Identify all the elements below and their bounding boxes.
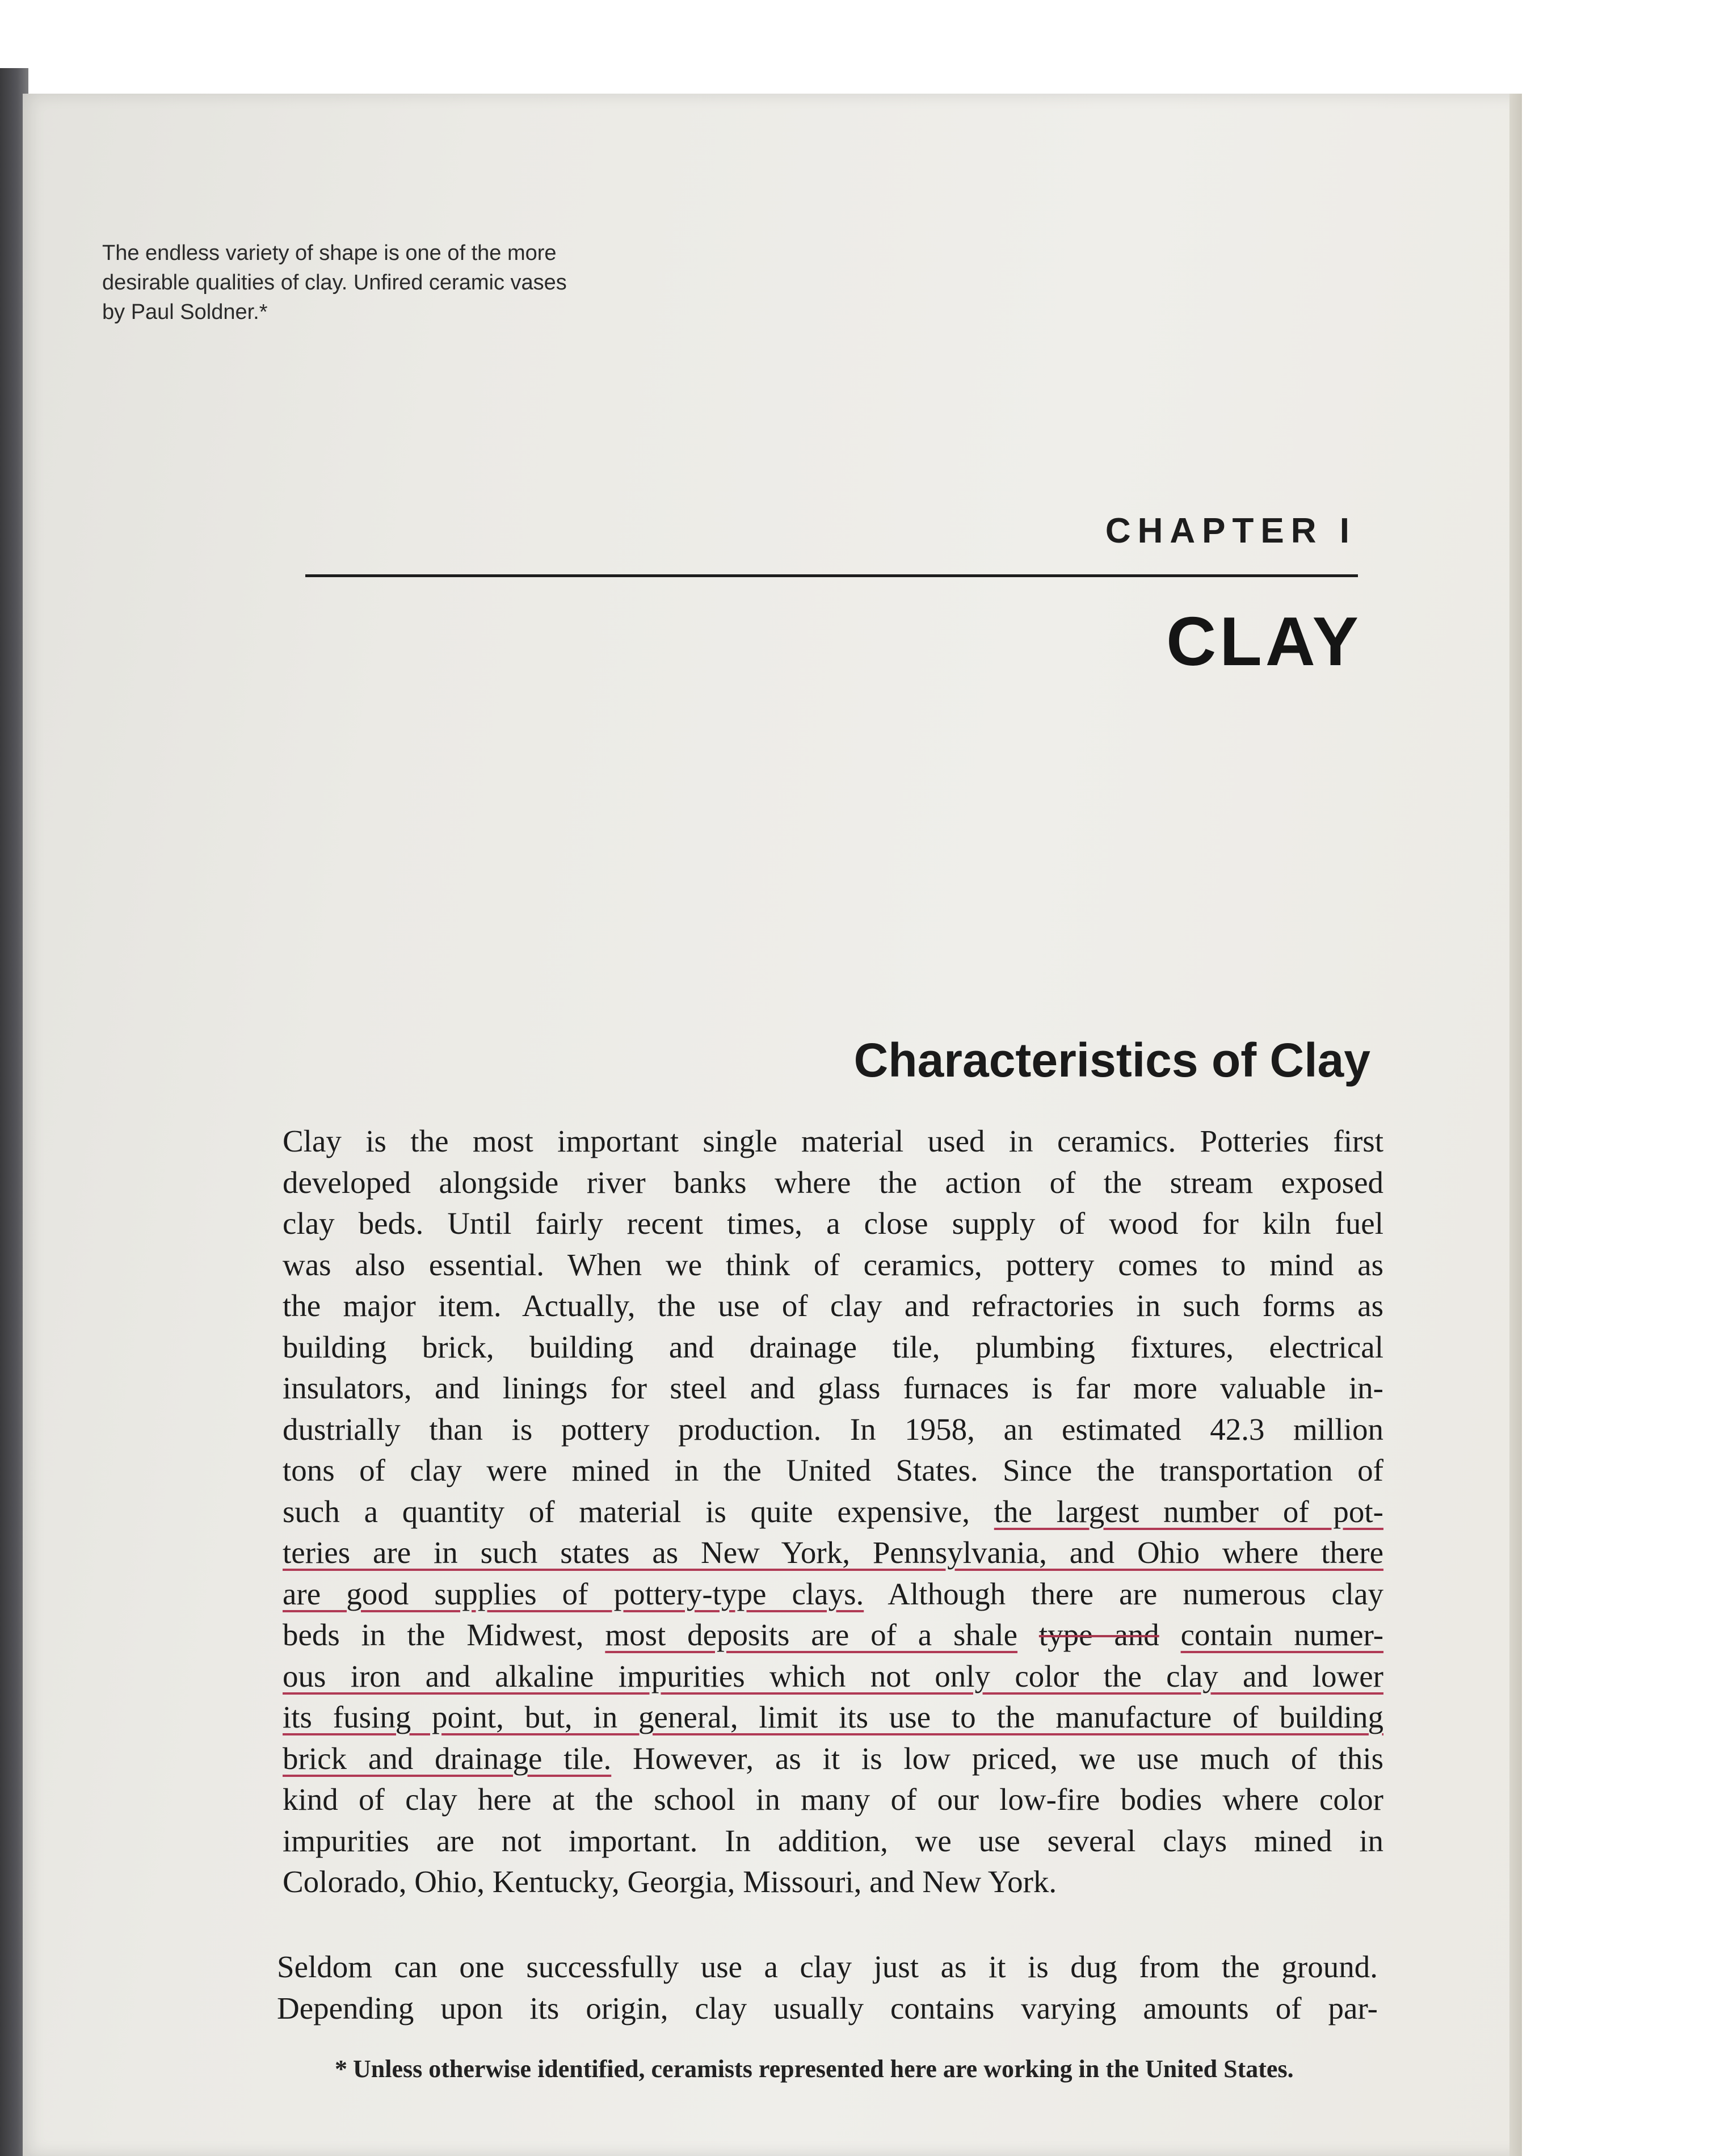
text-line: Seldom can one successfully use a clay just as it is dug from the ground. [277, 1949, 1378, 1984]
text-line: developed alongside river banks where the action of the stream exposed [283, 1165, 1383, 1200]
text-line: the major item. Actually, the use of clay and refractories in such forms as [283, 1288, 1383, 1323]
struck-text: type and [1038, 1617, 1159, 1652]
text-line: Depending upon its origin, clay usually contains varying amounts of par- [277, 1990, 1378, 2025]
body-paragraph-1 [283, 1121, 1383, 1903]
text-line: Clay is the most important single material used in ceramics. Potteries first [283, 1124, 1383, 1158]
text-line [283, 1615, 1383, 1656]
text-line [283, 1738, 1383, 1780]
section-heading: Characteristics of Clay [853, 1033, 1370, 1087]
chapter-label: CHAPTER I [1105, 511, 1356, 550]
text-line: Colorado, Ohio, Kentucky, Georgia, Missouri, and New York. [283, 1864, 1057, 1899]
text-line [283, 1491, 1383, 1533]
text-line: kind of clay here at the school in many of our low-fire bodies where color [283, 1782, 1383, 1817]
text-line [283, 1574, 1383, 1615]
photo-caption [102, 238, 681, 327]
underlined-text: teries are in such states as New York, Pennsylvania, and Ohio where there [283, 1535, 1383, 1570]
caption-line: The endless variety of shape is one of the more [102, 241, 557, 265]
text-line: was also essential. When we think of ceramics, pottery comes to mind as [283, 1247, 1383, 1282]
text-segment: However, as it is low priced, we use much of this [633, 1741, 1384, 1776]
text-line: insulators, and linings for steel and glass furnaces is far more valuable in- [283, 1371, 1383, 1405]
text-line: building brick, building and drainage tile, plumbing fixtures, electrical [283, 1329, 1383, 1364]
text-line [283, 1697, 1383, 1738]
text-segment: Although there are numerous clay [888, 1576, 1384, 1611]
underlined-text: contain numer- [1180, 1617, 1384, 1652]
footnote-marker: * [335, 2055, 347, 2083]
text-segment: such a quantity of material is quite expensive, [283, 1494, 970, 1529]
chapter-divider [305, 574, 1358, 577]
page-stack-edge [1509, 94, 1522, 2156]
text-segment: beds in the Midwest, [283, 1617, 584, 1652]
body-paragraph-2 [277, 1947, 1378, 2029]
footnote [335, 2054, 1390, 2083]
text-line [283, 1656, 1383, 1697]
text-line [283, 1532, 1383, 1574]
underlined-text: most deposits are of a shale [605, 1617, 1018, 1652]
text-line: impurities are not important. In addition, we use several clays mined in [283, 1823, 1383, 1858]
underlined-text: brick and drainage tile. [283, 1741, 612, 1776]
caption-line: by Paul Soldner.* [102, 300, 268, 324]
text-line: dustrially than is pottery production. In 1958, an estimated 42.3 million [283, 1411, 1383, 1447]
caption-line: desirable qualities of clay. Unfired ceramic vases [102, 271, 567, 295]
chapter-title: CLAY [1166, 603, 1362, 680]
text-line: clay beds. Until fairly recent times, a close supply of wood for kiln fuel [283, 1206, 1383, 1241]
text-line: tons of clay were mined in the United States. Since the transportation of [283, 1453, 1383, 1487]
underlined-text: ous iron and alkaline impurities which not only color the clay and lower [283, 1658, 1383, 1693]
underlined-text: are good supplies of pottery-type clays. [283, 1576, 864, 1611]
underlined-text: its fusing point, but, in general, limit its use to the manufacture of building [283, 1700, 1383, 1734]
underlined-text: the largest number of pot- [994, 1494, 1383, 1529]
footnote-text: Unless otherwise identified, ceramists represented here are working in the United States. [353, 2055, 1294, 2083]
